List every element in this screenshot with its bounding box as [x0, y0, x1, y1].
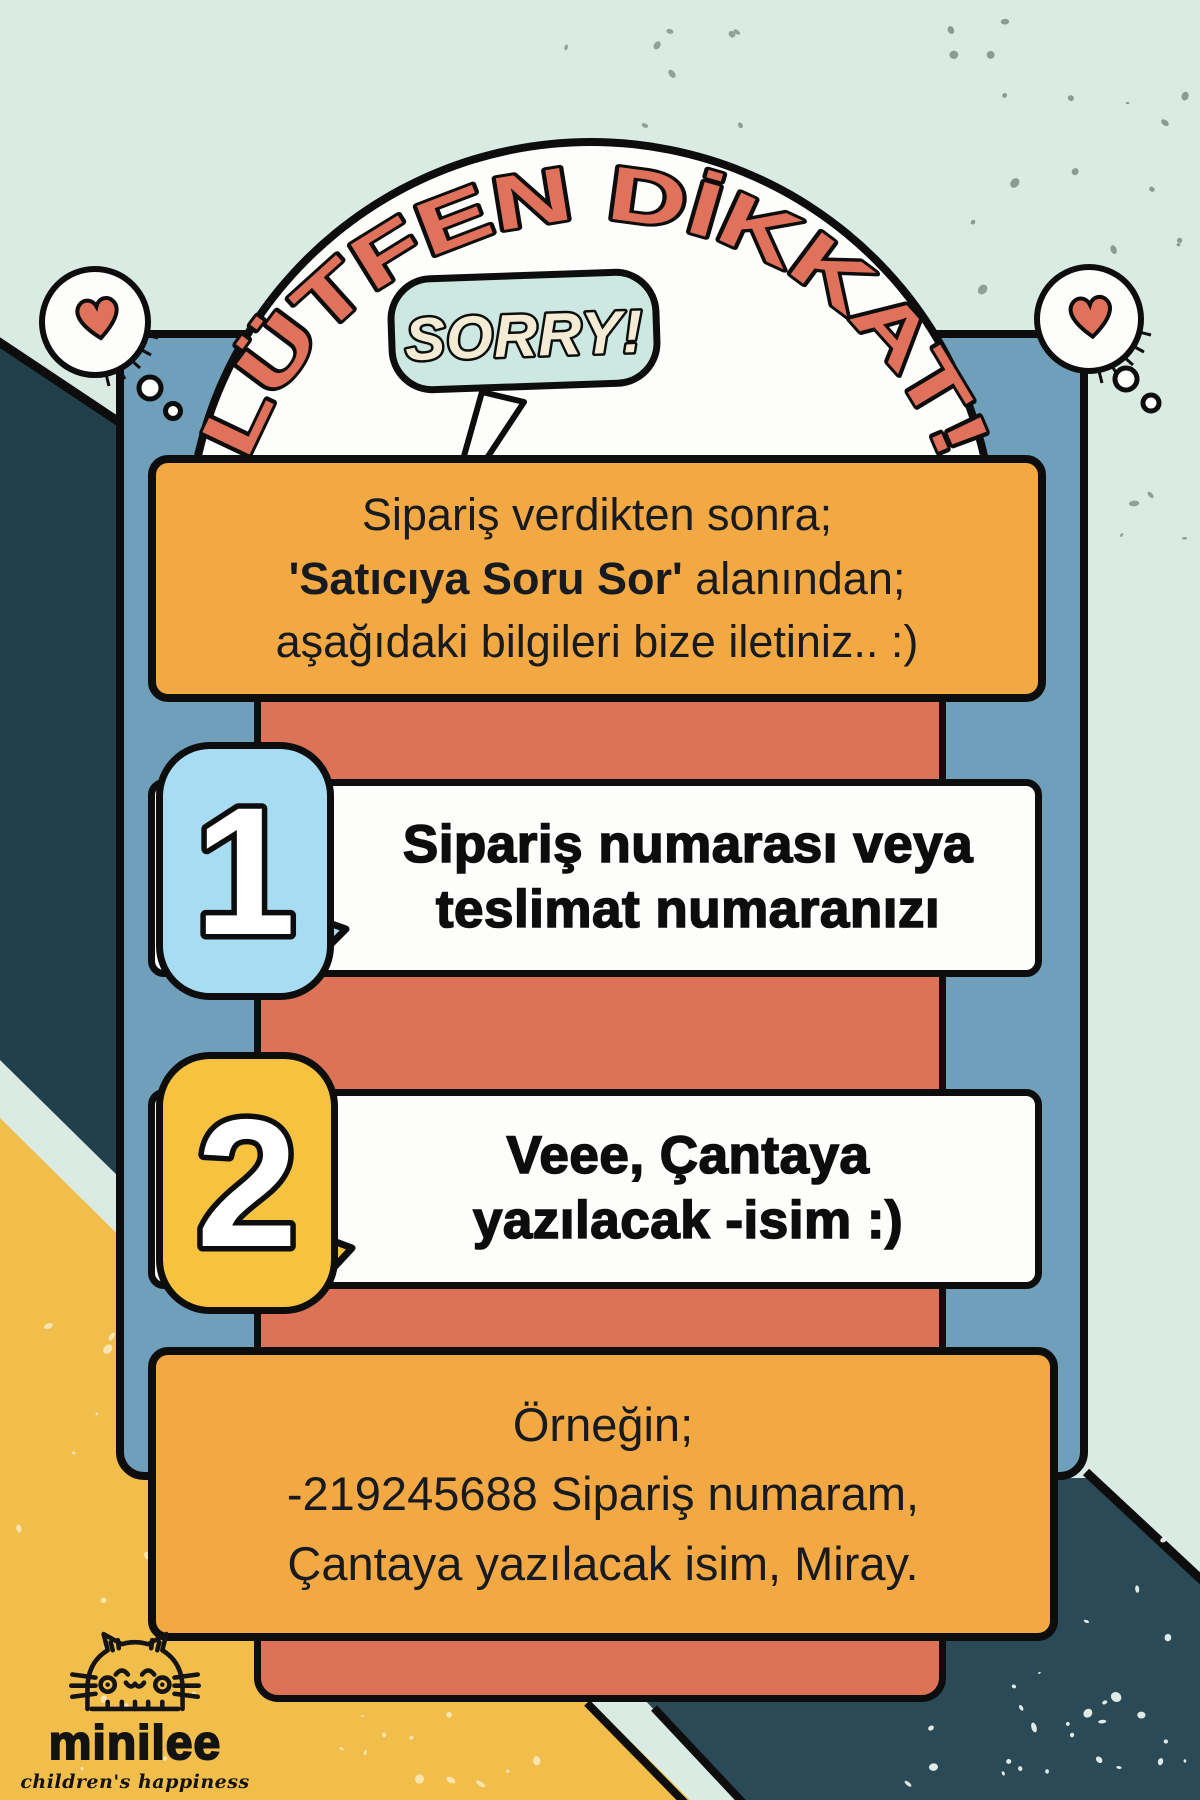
teal-left-shape — [0, 340, 132, 1190]
heart-bubble-right — [1005, 255, 1185, 435]
sorry-label: SORRY! — [403, 297, 645, 374]
step-1-line-2: teslimat numaranızı — [435, 880, 941, 939]
example-box — [148, 1347, 1058, 1641]
thought-dot — [1143, 395, 1159, 411]
arch-title: LÜTFEN DİKKAT! — [185, 150, 1001, 469]
example-line-1: Örneğin; — [512, 1398, 694, 1452]
thought-dot — [1115, 368, 1137, 390]
brand-logo — [20, 1628, 250, 1793]
thought-dot — [166, 404, 181, 419]
intro-line-2-rest: alanından; — [682, 552, 906, 604]
cat-icon — [69, 1628, 201, 1714]
step-2-line-2: yazılacak -isim :) — [472, 1191, 904, 1250]
thought-dot — [139, 377, 161, 399]
example-line-2: -219245688 Sipariş numaram, — [286, 1467, 920, 1521]
step-1-line-1: Sipariş numarası veya — [402, 815, 974, 875]
step-2-number: 2 — [196, 1081, 298, 1285]
intro-line-3: aşağıdaki bilgileri bize iletiniz.. :) — [275, 616, 919, 668]
speckles-mint — [564, 28, 744, 129]
speckles-mint — [946, 19, 1189, 255]
intro-line-2-bold: 'Satıcıya Soru Sor' — [288, 552, 683, 604]
step-1-number: 1 — [194, 769, 296, 973]
sorry-bubble — [386, 267, 662, 394]
brand-tagline: children's happiness — [20, 1771, 250, 1794]
intro-box — [148, 455, 1046, 702]
step-2-number-bubble — [156, 1052, 338, 1314]
intro-line-2 — [156, 547, 1038, 611]
brand-name: minilee — [48, 1717, 222, 1770]
heart-bubble-left — [30, 258, 200, 438]
example-line-3: Çantaya yazılacak isim, Miray. — [287, 1536, 919, 1590]
step-1-number-bubble — [156, 742, 334, 1000]
step-2-line-1: Veee, Çantaya — [506, 1126, 870, 1186]
intro-line-1: Sipariş verdikten sonra; — [361, 488, 833, 540]
